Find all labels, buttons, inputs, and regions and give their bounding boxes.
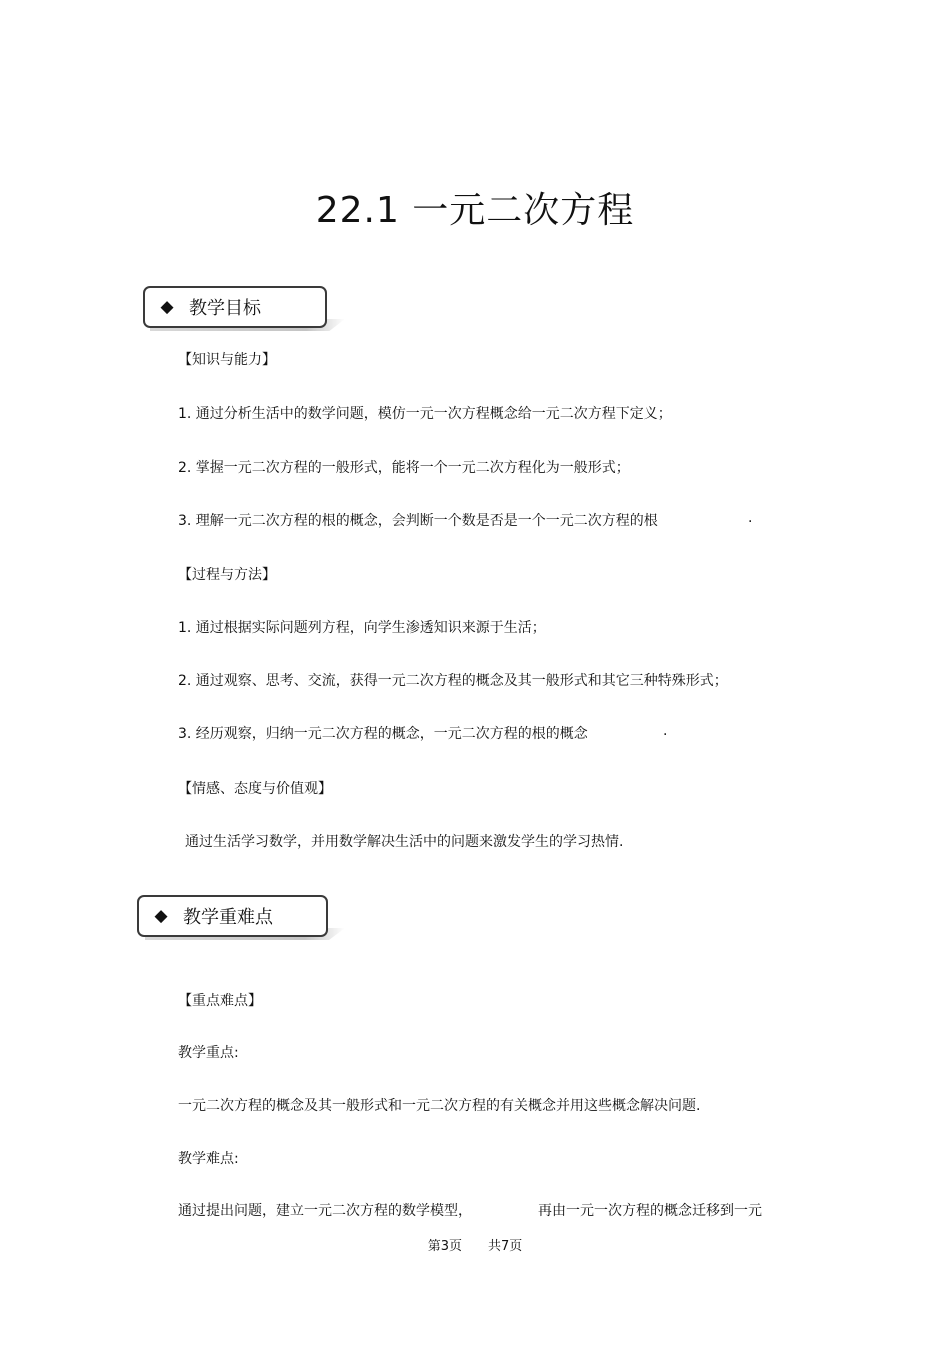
knowledge-item-1: 1. 通过分析生活中的数学问题，模仿一元一次方程概念给一元二次方程下定义； <box>178 406 672 422</box>
page-footer <box>0 1235 950 1254</box>
key-point-text: 一元二次方程的概念及其一般形式和一元二次方程的有关概念并用这些概念解决问题. <box>178 1098 701 1114</box>
section-header-key-difficult-points <box>137 895 328 937</box>
section-header-label: 教学重难点 <box>183 907 273 928</box>
diamond-icon: ◆ <box>160 297 174 317</box>
attitude-text: 通过生活学习数学，并用数学解决生活中的问题来激发学生的学习热情. <box>185 834 624 850</box>
process-item-2: 2. 通过观察、思考、交流，获得一元二次方程的概念及其一般形式和其它三种特殊形式； <box>178 673 728 689</box>
difficulty-text-part1: 通过提出问题，建立一元二次方程的数学模型， <box>178 1203 472 1219</box>
process-item-3-period: . <box>663 723 668 739</box>
knowledge-item-2: 2. 掌握一元二次方程的一般形式，能将一个一元二次方程化为一般形式； <box>178 460 630 476</box>
page-title: 22.1 一元二次方程 <box>315 190 635 231</box>
section-header-label: 教学目标 <box>189 298 261 319</box>
section-header-teaching-goals <box>143 286 327 328</box>
subheading-key-difficult: 【重点难点】 <box>178 993 262 1009</box>
page-total: 共7页 <box>488 1239 523 1254</box>
process-item-3: 3. 经历观察，归纳一元二次方程的概念，一元二次方程的根的概念 <box>178 726 588 742</box>
process-item-1: 1. 通过根据实际问题列方程，向学生渗透知识来源于生活； <box>178 620 546 636</box>
page-number: 第3页 <box>427 1239 462 1254</box>
subheading-attitude: 【情感、态度与价值观】 <box>178 781 332 797</box>
difficulty-text-part2: 再由一元一次方程的概念迁移到一元 <box>538 1203 762 1219</box>
subheading-process: 【过程与方法】 <box>178 567 276 583</box>
difficulty-label: 教学难点: <box>178 1151 239 1167</box>
key-point-label: 教学重点: <box>178 1045 239 1061</box>
knowledge-item-3-period: . <box>748 510 753 526</box>
knowledge-item-3: 3. 理解一元二次方程的根的概念，会判断一个数是否是一个一元二次方程的根 <box>178 513 658 529</box>
diamond-icon: ◆ <box>154 906 168 926</box>
subheading-knowledge: 【知识与能力】 <box>178 352 276 368</box>
